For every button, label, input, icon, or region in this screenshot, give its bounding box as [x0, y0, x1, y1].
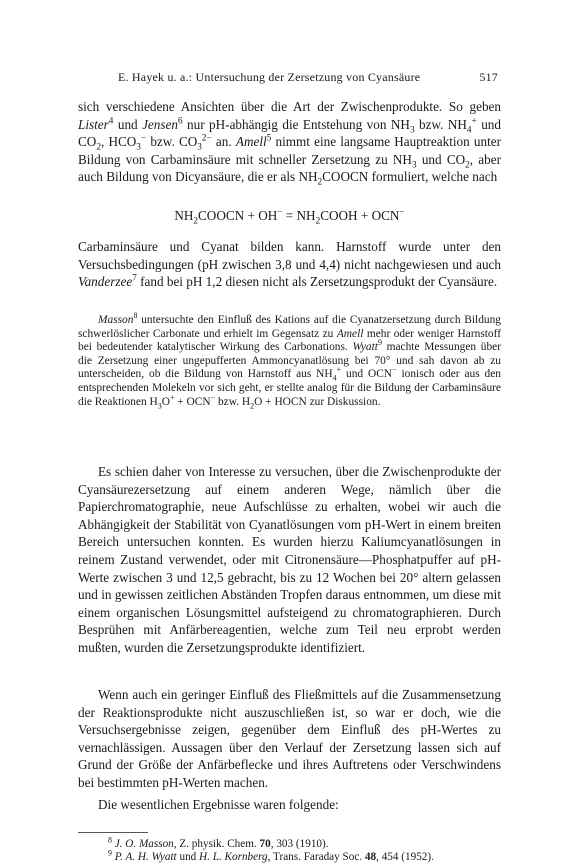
author-lister: Lister: [78, 116, 109, 132]
footnote-9: $^9$ P. A. H. Wyatt und H. L. Kornberg, Trans. Faraday Soc. 48, 454 (1952).: [108, 848, 434, 863]
running-title: E. Hayek u. a.: Untersuchung der Zersetzung von Cyansäure: [118, 70, 421, 84]
author-amell: Amell: [235, 134, 267, 150]
paragraph-2: Carbaminsäure und Cyanat bilden kann. Harnstoff wurde unter den Versuchsbedingungen (pH zwischen 3,8 und 4,4) nicht nachgewiesen und auch Vanderzee$^7$ fand bei pH 1,2 diesen nicht als Zersetzungsprodukt der Cyansäure.: [78, 239, 501, 290]
small-print-paragraph: Masson$^8$ untersuchte den Einfluß des Kations auf die Cyanatzersetzung durch Bildung schwerlöslicher Carbonate und erhielt im Gegensatz zu Amell mehr oder weniger Harnstoff bei bedeutender katalytischer Wirkung des Carbonations. Wyatt$^9$ machte Messungen über die Zersetzung einer ungepufferten Ammoncyanatlösung bei 70° und sah davon ab zu unterscheiden, ob die Bildung von Harnstoff aus $NH_4^+$ und OCN− ionisch oder aus den entsprechenden Molekeln vor sich geht, er stellte analog für die Bildung der Carbaminsäure die Reaktionen $H_3O^+ + OCN^-$ bzw. $H_2O$ + HOCN zur Diskussion.: [78, 311, 501, 410]
paragraph-1: sich verschiedene Ansichten über die Art der Zwischenprodukte. So geben Lister$^4$ und Jensen$^6$ nur pH-abhängig die Entstehung von $NH_3$ bzw. $NH_4^+$ und $CO_2$, $HCO_3^-$ bzw. $CO_3^{2-}$ an. Amell$^5$ nimmt eine langsame Hauptreaktion unter Bildung von Carbaminsäure mit schneller Zersetzung zu $NH_3$ und $CO_2$, aber auch Bildung von Dicyansäure, die er als $NH_2COOCN$ formuliert, welche nach: [78, 99, 502, 188]
paragraph-4: Wenn auch ein geringer Einfluß des Fließmittels auf die Zusammensetzung der Reaktionsprodukte nicht auszuschließen ist, so war er doch, wie die Versuchsergebnisse zeigen, gegenüber dem Einfluß des pH-Wertes zu vernachlässigen. Aussagen über den Verlauf der Zersetzung lassen sich auf Grund der Größe der Anfärbeflecke und ihres Auftretens oder Verschwindens bei bestimmten pH-Werten machen.: [78, 687, 501, 790]
footnote-8: $^8$ J. O. Masson, Z. physik. Chem. 70, 303 (1910).: [108, 835, 329, 850]
author-masson: Masson: [98, 314, 134, 326]
author-vanderzee: Vanderzee: [78, 274, 133, 290]
footnote-divider: [78, 832, 148, 833]
page-number: 517: [479, 70, 498, 84]
author-wyatt: Wyatt: [352, 341, 378, 354]
paragraph-3: Es schien daher von Interesse zu versuchen, über die Zwischenprodukte der Cyansäurezersetzung auf einem anderen Wege, nämlich über die Papierchromatographie, neue Aufschlüsse zu erhalten, wobei wir auch die Abhängigkeit der Stabilität von Cyanatlösungen vom pH-Wert in einem breiten Bereich untersuchen konnten. Es wurden hierzu Kaliumcyanatlösungen in reinem Zustand verwendet, oder mit Citronensäure—Phosphatpuffer auf pH-Werte zwischen 3 und 12,5 gebracht, bis zu 12 Wochen bei 20° altern gelassen und in gewissen zeitlichen Abständen Tropfen daraus entnommen, um diese mit einem organischen Lösungsmittel aufsteigend zu chromatographieren. Durch Besprühen mit Anfärbereagentien, welche zum Teil neu erprobt werden mußten, wurden die Zersetzungsprodukte identifiziert.: [78, 464, 501, 655]
reaction-equation: $NH_2COOCN + OH^-$ = $NH_2COOH + OCN^-$: [174, 206, 405, 226]
paragraph-5: Die wesentlichen Ergebnisse waren folgende:: [98, 797, 339, 812]
author-jensen: Jensen: [142, 116, 178, 132]
